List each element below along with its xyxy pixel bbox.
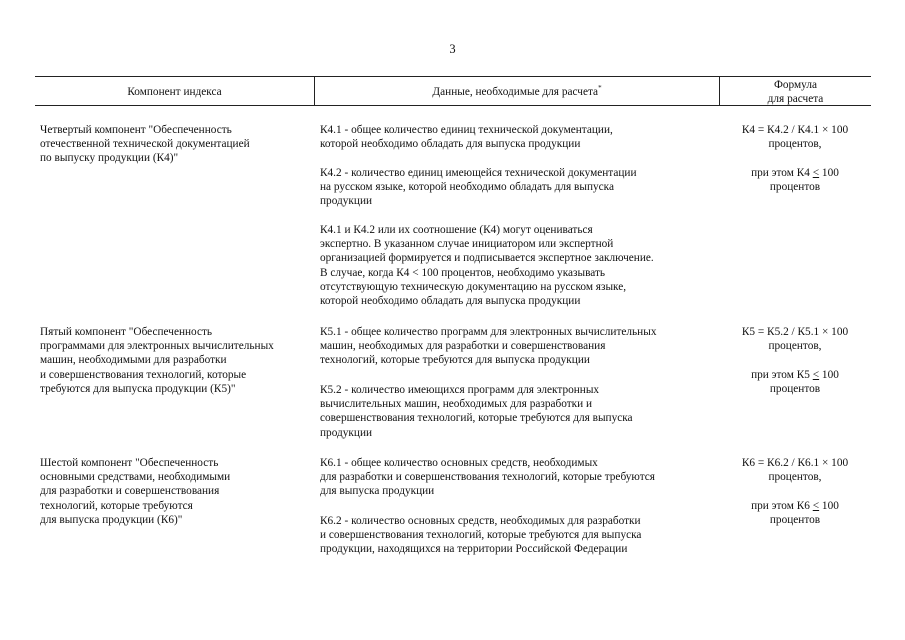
row-k4-data-2: К4.2 - количество единиц имеющейся технической документации на русском языке, которой необходимо обладать для выпуска продукции [320, 167, 637, 208]
page-number: 3 [449, 42, 456, 56]
row-k6-data-1: К6.1 - общее количество основных средств, необходимых для разработки и совершенствования технологий, которые требуются для выпуска продукции [320, 457, 655, 498]
row-k5-data-1: К5.1 - общее количество программ для электронных вычислительных машин, необходимых для разработки и совершенствования технологий, которые требуются для выпуска продукции [320, 326, 657, 367]
row-k5-condition-prefix: при этом К5 [751, 369, 813, 381]
table-top-rule [35, 76, 871, 77]
header-formula: Формула для расчета [767, 79, 824, 106]
header-data [315, 85, 719, 99]
row-k4-component: Четвертый компонент "Обеспеченность отечественной технической документацией по выпуску продукции (К4)" [40, 124, 250, 165]
row-k4-data-1: К4.1 - общее количество единиц технической документации, которой необходимо обладать для выпуска продукции [320, 124, 613, 151]
row-k5-condition-sign: < [812, 369, 820, 381]
row-k5-formula: К5 = К5.2 / К5.1 × 100 процентов, [741, 326, 849, 353]
header-data-footnote-mark: * [598, 84, 602, 93]
row-k4-data-3: К4.1 и К4.2 или их соотношение (К4) могут оцениваться экспертно. В указанном случае инициатором или экспертной организацией формируется и подписывается экспертное заключение. В случае, когда К4 < 100 процентов, необходимо указывать отсутствующую техническую документацию на русском языке, которой необходимо обладать для выпуска продукции [320, 224, 654, 308]
row-k4-condition-prefix: при этом К4 [751, 167, 813, 179]
header-data-label: Данные, необходимые для расчета [432, 86, 599, 98]
row-k6-formula: К6 = К6.2 / К6.1 × 100 процентов, [741, 457, 849, 484]
header-component: Компонент индекса [127, 86, 222, 98]
row-k4-formula: К4 = К4.2 / К4.1 × 100 процентов, [741, 124, 849, 151]
row-k4-condition-sign: < [812, 167, 820, 179]
row-k4-condition [725, 166, 865, 194]
row-k6-component: Шестой компонент "Обеспеченность основными средствами, необходимыми для разработки и совершенствования технологий, которые требуются для выпуска продукции (К6)" [40, 457, 231, 526]
row-k6-condition-prefix: при этом К6 [751, 500, 813, 512]
row-k6-condition [725, 499, 865, 527]
row-k6-condition-sign: < [812, 500, 820, 512]
row-k5-condition [725, 368, 865, 396]
row-k6-condition-suffix: 100 процентов [769, 500, 839, 527]
row-k5-condition-suffix: 100 процентов [769, 369, 839, 396]
row-k6-data-2: К6.2 - количество основных средств, необходимых для разработки и совершенствования технологий, которые требуются для выпуска продукции, находящихся на территории Российской Федерации [320, 515, 642, 556]
row-k5-component: Пятый компонент "Обеспеченность программами для электронных вычислительных машин, необходимыми для разработки и совершенствования технологий, которые требуются для выпуска продукции (К5)" [40, 326, 274, 395]
row-k4-condition-suffix: 100 процентов [769, 167, 839, 194]
row-k5-data-2: К5.2 - количество имеющихся программ для электронных вычислительных машин, необходимых для разработки и совершенствования технологий, которые требуются для выпуска продукции [320, 384, 633, 439]
